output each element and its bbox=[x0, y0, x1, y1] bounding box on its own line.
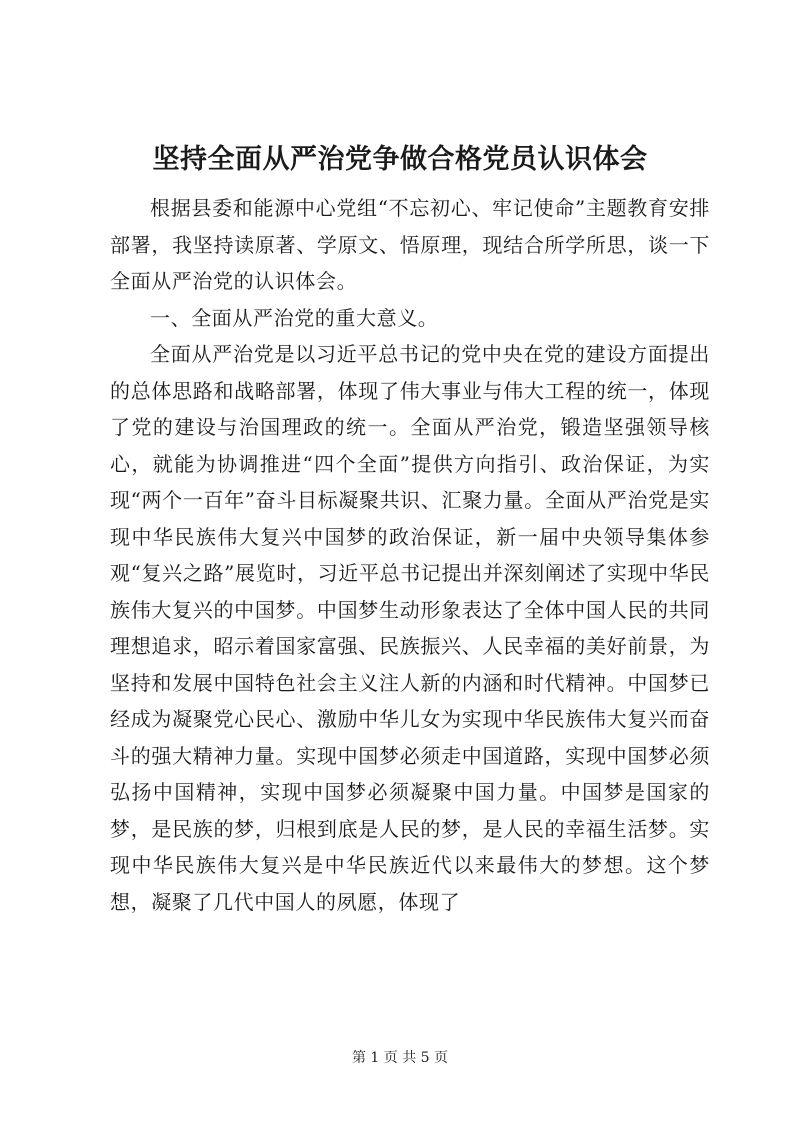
document-title: 坚持全面从严治党争做合格党员认识体会 bbox=[152, 144, 648, 175]
page-number-footer: 第 1 页 共 5 页 bbox=[351, 1050, 449, 1066]
paragraph-intro: 根据县委和能源中心党组“不忘初心、牢记使命”主题教育安排部署，我坚持读原著、学原文、悟原理，现结合所学所思，谈一下全面从严治党的认识体会。 bbox=[110, 196, 710, 293]
paragraph-section-1: 全面从严治党是以习近平总书记的党中央在党的建设方面提出的总体思路和战略部署，体现了伟大事业与伟大工程的统一，体现了党的建设与治国理政的统一。全面从严治党，锻造坚强领导核心，就能为协调推进“四个全面”提供方向指引、政治保证，为实现“两个一百年”奋斗目标凝聚共识、汇聚力量。全面从严治党是实现中华民族伟大复兴中国梦的政治保证，新一届中央领导集体参观“复兴之路”展览时，习近平总书记提出并深刻阐述了实现中华民族伟大复兴的中国梦。中国梦生动形象表达了全体中国人民的共同理想追求，昭示着国家富强、民族振兴、人民幸福的美好前景，为坚持和发展中国特色社会主义注人新的内涵和时代精神。中国梦已经成为凝聚党心民心、激励中华儿女为实现中华民族伟大复兴而奋斗的强大精神力量。实现中国梦必须走中国道路，实现中国梦必须弘扬中国精神，实现中国梦必须凝聚中国力量。中国梦是国家的梦，是民族的梦，归根到底是人民的梦，是人民的幸福生活梦。实现中华民族伟大复兴是中华民族近代以来最伟大的梦想。这个梦想，凝聚了几代中国人的夙愿，体现了 bbox=[110, 342, 710, 914]
section-heading-1: 一、全面从严治党的重大意义。 bbox=[150, 305, 439, 330]
document-body bbox=[110, 190, 710, 920]
